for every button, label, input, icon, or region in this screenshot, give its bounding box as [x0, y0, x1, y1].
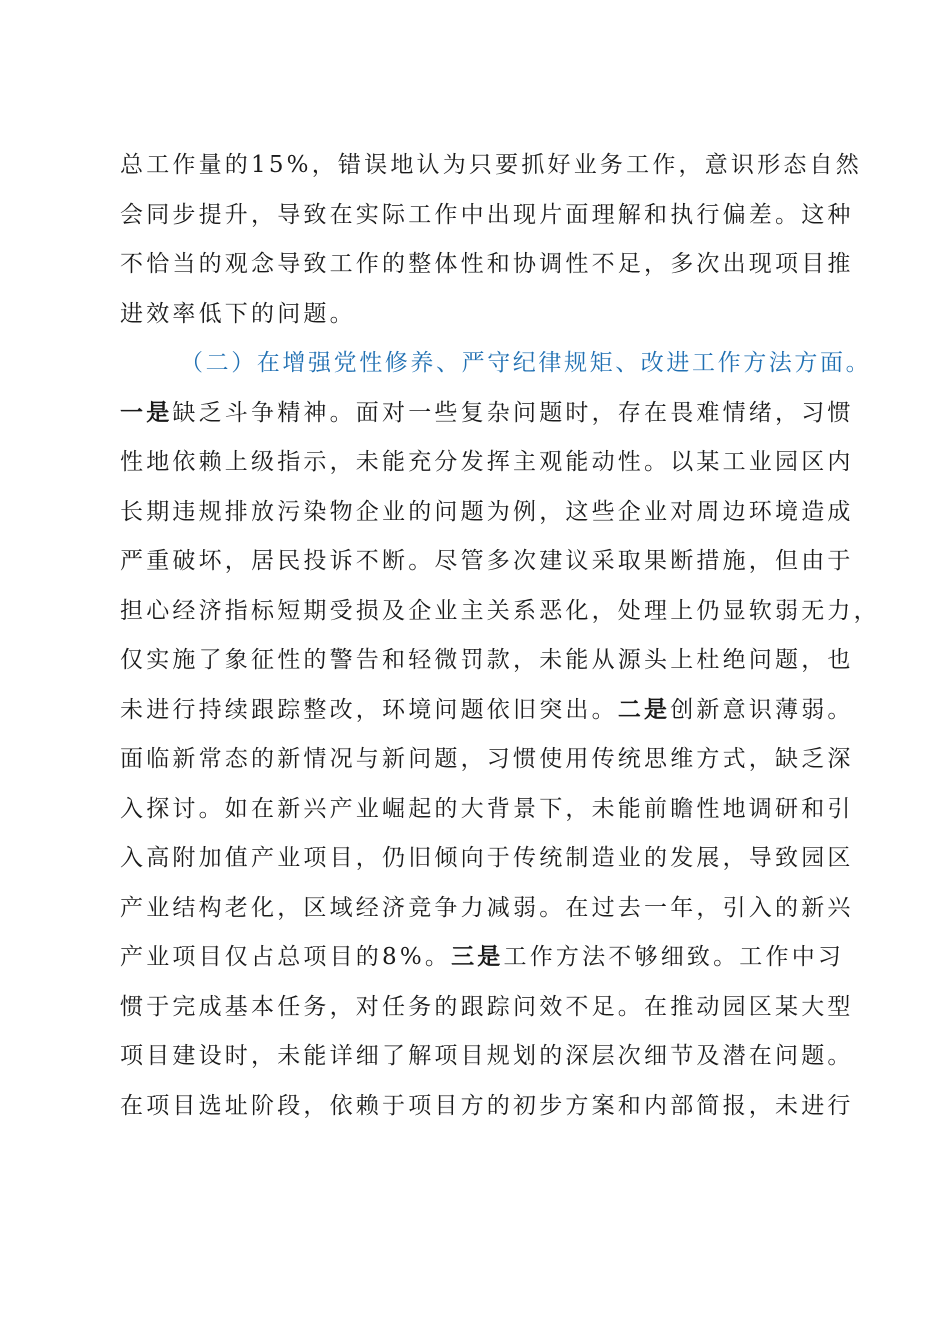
paragraph-line — [120, 690, 854, 730]
paragraph-line: 惯于完成基本任务，对任务的跟踪问效不足。在推动园区某大型 — [120, 994, 854, 1020]
paragraph-line: 仅实施了象征性的警告和轻微罚款，未能从源头上杜绝问题，也 — [120, 647, 854, 673]
paragraph-line — [120, 393, 854, 433]
paragraph-line: 会同步提升，导致在实际工作中出现片面理解和执行偏差。这种 — [120, 202, 854, 228]
point-marker: 二是 — [617, 696, 671, 723]
paragraph-line: 面临新常态的新情况与新问题，习惯使用传统思维方式，缺乏深 — [120, 746, 854, 772]
point-marker: 一是 — [120, 399, 173, 426]
paragraph-line: 产业结构老化，区域经济竞争力减弱。在过去一年，引入的新兴 — [120, 895, 854, 921]
line-text: 缺乏斗争精神。面对一些复杂问题时，存在畏难情绪，习惯 — [172, 400, 854, 426]
paragraph-line: 担心经济指标短期受损及企业主关系恶化，处理上仍显软弱无力， — [120, 598, 880, 624]
line-text: 未进行持续跟踪整改，环境问题依旧突出。 — [120, 697, 618, 723]
paragraph-line — [120, 937, 845, 977]
paragraph-line: 长期违规排放污染物企业的问题为例，这些企业对周边环境造成 — [120, 499, 854, 525]
line-text: 工作方法不够细致。工作中习 — [503, 944, 845, 970]
paragraph-line: 项目建设时，未能详细了解项目规划的深层次细节及潜在问题。 — [120, 1043, 854, 1069]
paragraph-line: 入高附加值产业项目，仍旧倾向于传统制造业的发展，导致园区 — [120, 845, 854, 871]
paragraph-line: 不恰当的观念导致工作的整体性和协调性不足，多次出现项目推 — [120, 251, 854, 277]
line-text: 产业项目仅占总项目的8%。 — [120, 944, 452, 970]
paragraph-line: 入探讨。如在新兴产业崛起的大背景下，未能前瞻性地调研和引 — [120, 796, 854, 822]
paragraph-line: 严重破坏，居民投诉不断。尽管多次建议采取果断措施，但由于 — [120, 548, 854, 574]
line-text: 创新意识薄弱。 — [670, 697, 854, 723]
paragraph-line: 进效率低下的问题。 — [120, 301, 356, 327]
paragraph-line: 性地依赖上级指示，未能充分发挥主观能动性。以某工业园区内 — [120, 449, 854, 475]
paragraph-line: 总工作量的15%，错误地认为只要抓好业务工作，意识形态自然 — [120, 152, 862, 178]
point-marker: 三是 — [451, 943, 504, 970]
section-heading: （二）在增强党性修养、严守纪律规矩、改进工作方法方面。 — [180, 350, 872, 376]
paragraph-line: 在项目选址阶段，依赖于项目方的初步方案和内部简报，未进行 — [120, 1093, 854, 1119]
